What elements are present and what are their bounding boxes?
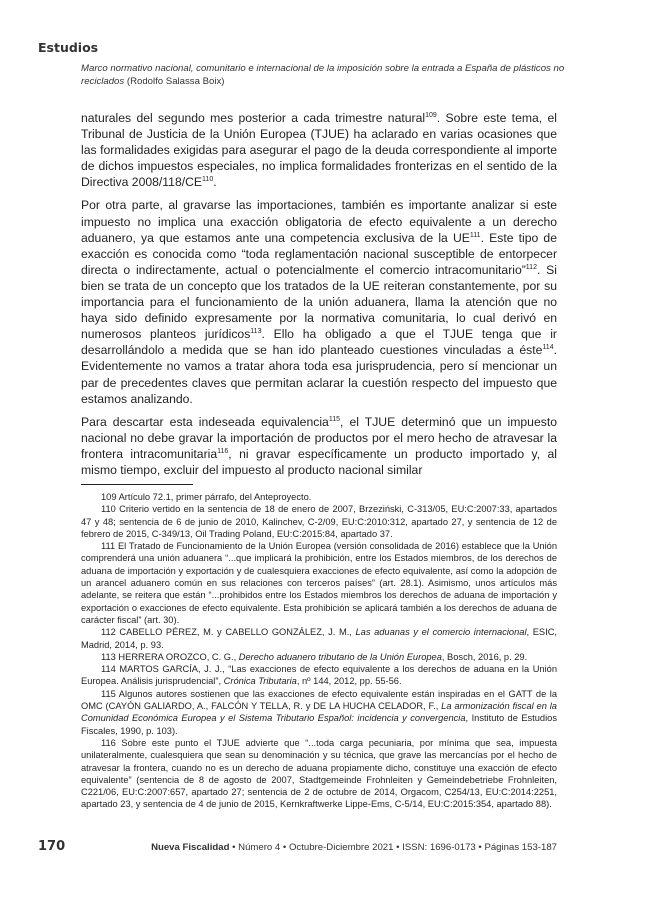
text-run: . Ello ha obligado a que el TJUE tenga que ir desarrollándolo a medida que se han ido planteado cuestiones vinculadas a éste (81, 327, 557, 358)
footnote-ref-114: 114 (542, 344, 554, 352)
body-text (81, 110, 557, 485)
footnote-ref-112: 112 (525, 263, 537, 271)
cited-title: La armonización fiscal en la Comunidad Económica Europea y el Sistema Tributario Español: incidencia y convergencia (81, 701, 557, 724)
text-run: 115 Algunos autores sostienen que las exacciones de efecto equivalente están inspiradas en el GATT de la OMC (CAYÓN GALIARDO, A., FALCÓN Y TELLA, R. y DE LA HUCHA CELADOR, F., (81, 688, 557, 712)
section-label: Estudios (38, 40, 99, 55)
paragraph-2 (81, 197, 557, 406)
footnote-114 (81, 663, 557, 688)
footnotes (81, 491, 557, 811)
running-title: Marco normativo nacional, comunitario e internacional de la imposición sobre la entrada a España de plásticos no reciclados (81, 63, 565, 87)
footnote-ref-116: 116 (217, 447, 229, 455)
footnote-112 (81, 626, 557, 651)
footnote-115 (81, 688, 557, 737)
footnote-ref-115: 115 (328, 415, 340, 423)
text-run: , ni gravar específicamente un producto importado y, al mismo tiempo, excluir del impuesto al producto nacional similar (81, 446, 557, 477)
running-header (81, 63, 581, 88)
footnote-109: 109 Artículo 72.1, primer párrafo, del Anteproyecto. (101, 492, 312, 502)
text-run: , el TJUE determinó que un impuesto nacional no debe gravar la importación de productos por el mero hecho de atravesar la frontera intracomunitaria (81, 414, 557, 461)
running-author: (Rodolfo Salassa Boix) (126, 75, 225, 87)
journal-details: • Número 4 • Octubre-Diciembre 2021 • ISSN: 1696-0173 • Páginas 153-187 (229, 842, 557, 853)
text-run: , Instituto de Estudios Fiscales, 1990, p. 103). (81, 713, 557, 736)
footnote-116: 116 Sobre este punto el TJUE advierte que “...toda carga pecuniaria, por mínima que sea, impuesta unilateralmente, cualesquiera que sean su denominación y su técnica, que grave las mercancías por el hecho de atravesar la frontera, cuando no es un derecho de aduana propiamente dicho, constituye una exacción de efecto equivalente” (sentencia de 8 de agosto de 2007, Stadtgemeinde Frohnleiten y Gemeindebetriebe Frohnleiten, C221/06, EU:C:2007:657, apartado 27; sentencia de 2 de octubre de 2014, Orgacom, C254/13, EU:C:2014:2251, apartado 23, y sentencia de 4 de junio de 2015, Kernkraftwerke Lippe-Ems, C-5/14, EU:C:2015:354, apartado 88). (81, 737, 557, 810)
footnote-ref-109: 109 (425, 112, 437, 119)
text-run: . Este tipo de exacción es conocida como “toda reglamentación nacional susceptible de entorpecer directa o indirectamente, actual o potencialmente el comercio intracomunitario” (81, 230, 557, 277)
footnote-ref-110: 110 (202, 176, 214, 184)
paragraph-1 (81, 110, 557, 190)
text-run: , Bosch, 2016, p. 29. (441, 651, 528, 662)
text-run: , nº 144, 2012, pp. 55-56. (296, 676, 402, 687)
journal-name: Nueva Fiscalidad (151, 842, 230, 853)
text-run: . Sobre este tema, el Tribunal de Justicia de la Unión Europea (TJUE) ha aclarado en varias ocasiones que las formalidades exigidas para asegurar el pago de la deuda correspondiente al importe de dichos impuestos especiales, no implica formalidades fronterizas en el sentido de la Directiva 2008/118/CE (81, 111, 557, 190)
text-run: . (213, 175, 217, 190)
footnote-divider (81, 484, 193, 485)
text-run: 114 MARTOS GARCÍA, J. J., “Las exacciones de efecto equivalente a los derechos de aduana en la Unión Europea. Análisis jurisprudencial”, (81, 664, 557, 687)
cited-title: Crónica Tributaria (223, 676, 297, 687)
text-run: , ESIC, Madrid, 2014, p. 93. (81, 627, 557, 650)
text-run: . Evidentemente no vamos a tratar ahora toda esa jurisprudencia, pero sí mencionar un par de precedentes claves que permitan aclarar la cuestión respecto del impuesto que estamos analizando. (81, 343, 557, 406)
page-number: 170 (38, 839, 66, 854)
text-run: . Si bien se trata de un concepto que los tratados de la UE reiteran constantemente, por su importancia para el funcionamiento de la unión aduanera, llama la atención que no haya sido definido expresamente por la normativa comunitaria, lo cual derivó en numerosos planteos jurídicos (81, 262, 557, 342)
cited-title: Las aduanas y el comercio internacional (355, 627, 527, 638)
text-run: 112 CABELLO PÉREZ, M. y CABELLO GONZÁLEZ, J. M., (101, 627, 356, 638)
footnote-113 (81, 651, 557, 663)
text-run: naturales del segundo mes posterior a cada trimestre natural (81, 111, 426, 125)
text-run: Para descartar esta indeseada equivalencia (81, 414, 329, 429)
paragraph-3 (81, 414, 557, 478)
cited-title: Derecho aduanero tributario de la Unión Europea (238, 651, 442, 662)
text-run: Por otra parte, al gravarse las importaciones, también es importante analizar si este impuesto no implica una exacción obligatoria de efecto equivalente a un derecho aduanero, ya que estamos ante una competencia exclusiva de la UE (81, 198, 557, 245)
footnote-111: 111 El Tratado de Funcionamiento de la Unión Europea (versión consolidada de 2016) establece que la Unión comprenderá una unión aduanera “...que implicará la prohibición, entre los Estados miembros, de los derechos de aduana de importación y exportación y de cualesquiera exacciones de efecto equivalente, así como la adopción de un arancel aduanero común en sus relaciones con terceros países” (art. 28.1). Asimismo, unos artículos más adelante, se reitera que están “...prohibidos entre los Estados miembros los derechos de aduana de importación y exportación o exacciones de efecto equivalente. Esta prohibición se aplicará también a los derechos de aduana de carácter fiscal” (art. 30). (81, 541, 557, 625)
journal-footer (104, 842, 557, 853)
text-run: 113 HERRERA OROZCO, C. G., (101, 651, 239, 662)
footnote-ref-111: 111 (469, 231, 481, 239)
footnote-110: 110 Criterio vertido en la sentencia de 18 de enero de 2007, Brzeziński, C-313/05, EU:C:2007:33, apartados 47 y 48; sentencia de 6 de junio de 2010, Kalinchev, C-2/09, EU:C:2010:312, apartado 27, y sentencia de 12 de febrero de 2015, C-349/13, Oil Trading Poland, EU:C:2015:84, apartado 37. (81, 504, 557, 539)
footnote-ref-113: 113 (250, 328, 262, 336)
